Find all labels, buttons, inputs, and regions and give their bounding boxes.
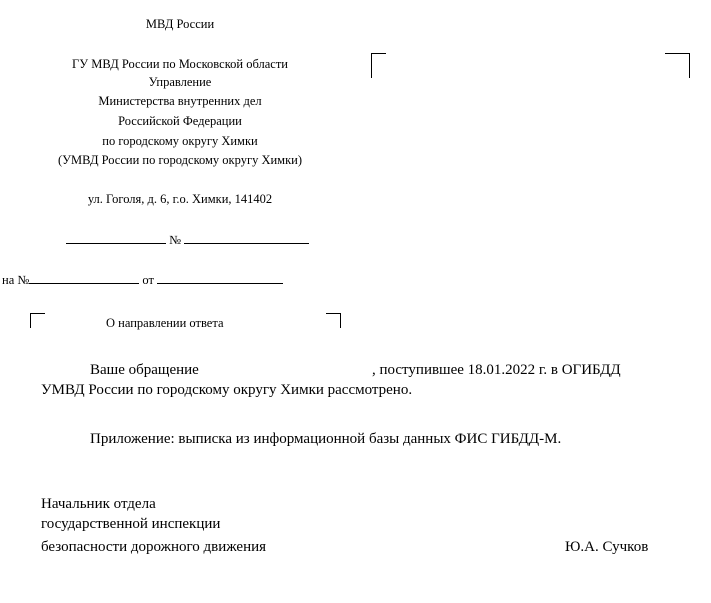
signer-title-line-1: Начальник отдела (41, 496, 156, 512)
outgoing-number-blank (184, 231, 309, 244)
paragraph-1-start: Ваше обращение (90, 362, 199, 378)
signer-title-line-3: безопасности дорожного движения (41, 539, 267, 555)
department-line-1: ГУ МВД России по Московской области (72, 57, 288, 71)
reply-to-prefix: на № (2, 273, 30, 287)
subject-bracket-left (30, 313, 45, 328)
subject-line: О направлении ответа (106, 316, 224, 330)
department-line-4: Российской Федерации (118, 114, 242, 128)
ministry-name: МВД России (145, 17, 215, 31)
paragraph-1-end: , поступившее 18.01.2022 г. в ОГИБДД (372, 362, 621, 378)
outgoing-number-line (66, 231, 309, 248)
department-line-5: по городскому округу Химки (102, 134, 258, 148)
address: ул. Гоголя, д. 6, г.о. Химки, 141402 (87, 192, 273, 206)
signer-name: Ю.А. Сучков (565, 539, 649, 555)
department-line-3: Министерства внутренних дел (98, 94, 262, 108)
outgoing-date-blank (66, 231, 166, 244)
reply-number-blank (29, 271, 139, 284)
addressee-bracket-right (665, 53, 690, 78)
subject-bracket-right (326, 313, 341, 328)
number-sign: № (169, 233, 182, 247)
addressee-bracket-left (371, 53, 386, 78)
department-line-2: Управление (148, 75, 212, 89)
reply-to-line (2, 271, 283, 288)
attachment-line: Приложение: выписка из информационной базы данных ФИС ГИБДД-М. (90, 431, 562, 447)
reply-date-blank (157, 271, 283, 284)
reply-from-label: от (142, 273, 154, 287)
paragraph-1-line-2: УМВД России по городскому округу Химки рассмотрено. (41, 382, 413, 398)
department-line-6: (УМВД России по городскому округу Химки) (57, 153, 303, 167)
signer-title-line-2: государственной инспекции (41, 516, 221, 532)
